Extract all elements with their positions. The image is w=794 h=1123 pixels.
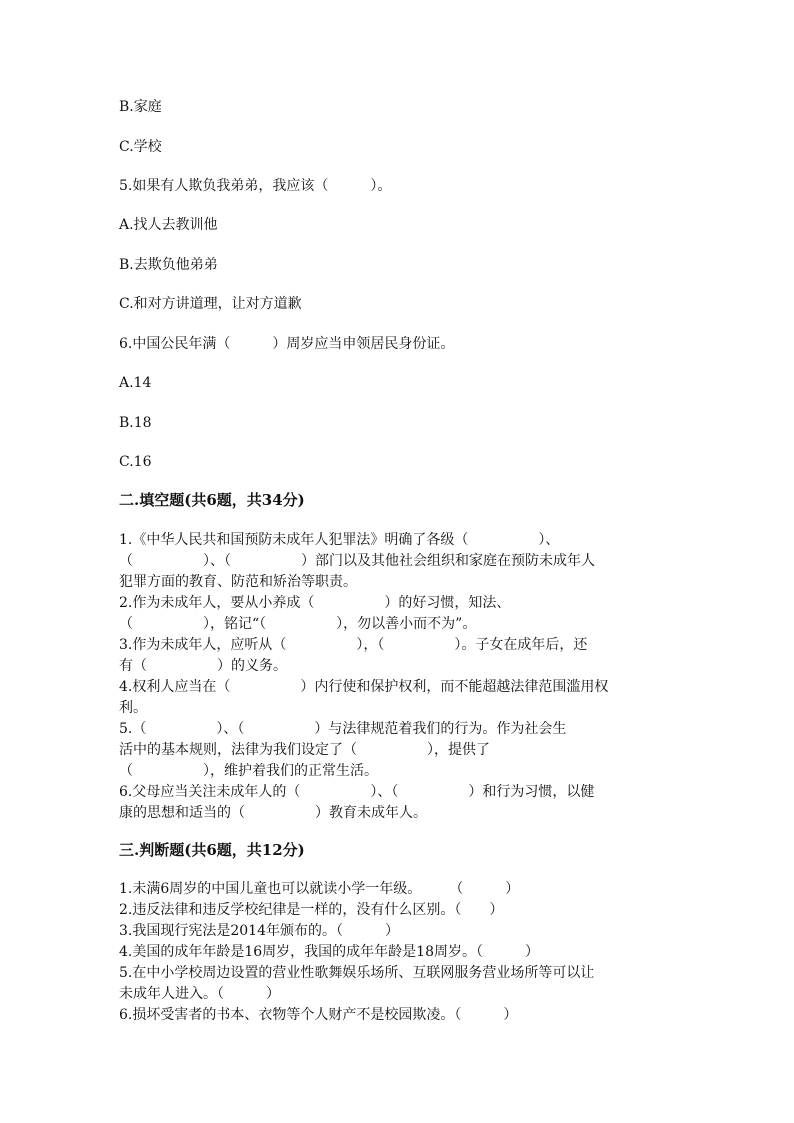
option-5a: A.找人去教训他 [119, 217, 218, 233]
fill-line: 1.《中华人民共和国预防未成年人犯罪法》明确了各级（ ）、 [119, 532, 560, 548]
fill-line: （ ），维护着我们的正常生活。 [119, 763, 378, 779]
fill-line: （ ），铭记“（ ），勿以善小而不为”。 [119, 616, 477, 632]
judge-line: 2.违反法律和违反学校纪律是一样的，没有什么区别。（ ） [119, 902, 504, 918]
option-6b: B.18 [119, 415, 152, 431]
option-6c: C.16 [119, 454, 152, 470]
question-6: 6.中国公民年满（ ）周岁应当申领居民身份证。 [119, 336, 455, 352]
judge-line: 1.未满6周岁的中国儿童也可以就读小学一年级。 （ ） [119, 881, 520, 897]
fill-line: 利。 [119, 700, 147, 716]
option-b-family: B.家庭 [119, 99, 162, 115]
fill-line: 4.权利人应当在（ ）内行使和保护权利，而不能超越法律范围滥用权 [119, 679, 609, 695]
section-title-fill-in: 二.填空题(共6题，共34分) [119, 491, 305, 509]
judge-line: 4.美国的成年年龄是16周岁，我国的成年年龄是18周岁。（ ） [119, 944, 539, 960]
fill-line: 6.父母应当关注未成年人的（ ）、（ ）和行为习惯，以健 [119, 784, 595, 800]
option-c-school: C.学校 [119, 139, 162, 155]
judge-line: 6.损坏受害者的书本、衣物等个人财产不是校园欺凌。（ ） [119, 1007, 518, 1023]
fill-line: 2.作为未成年人，要从小养成（ ）的好习惯，知法、 [119, 595, 511, 611]
option-5c: C.和对方讲道理，让对方道歉 [119, 296, 302, 312]
judge-line: 3.我国现行宪法是2014年颁布的。（ ） [119, 923, 399, 939]
fill-line: 5.（ ）、（ ）与法律规范着我们的行为。作为社会生 [119, 721, 567, 737]
option-6a: A.14 [119, 375, 152, 391]
question-5: 5.如果有人欺负我弟弟，我应该（ ）。 [119, 178, 392, 194]
section-title-true-false: 三.判断题(共6题，共12分) [119, 841, 305, 859]
fill-line: 康的思想和适当的（ ）教育未成年人。 [119, 805, 427, 821]
option-5b: B.去欺负他弟弟 [119, 257, 218, 273]
fill-line: （ ）、（ ）部门以及其他社会组织和家庭在预防未成年人 [119, 553, 595, 569]
fill-line: 犯罪方面的教育、防范和矫治等职责。 [119, 574, 357, 590]
fill-line: 3.作为未成年人，应听从（ ），（ ）。子女在成年后，还 [119, 637, 588, 653]
fill-line: 有（ ）的义务。 [119, 658, 287, 674]
judge-line: 未成年人进入。（ ） [119, 986, 280, 1002]
judge-line: 5.在中小学校周边设置的营业性歌舞娱乐场所、互联网服务营业场所等可以让 [119, 965, 595, 981]
fill-line: 活中的基本规则，法律为我们设定了（ ），提供了 [119, 742, 490, 758]
